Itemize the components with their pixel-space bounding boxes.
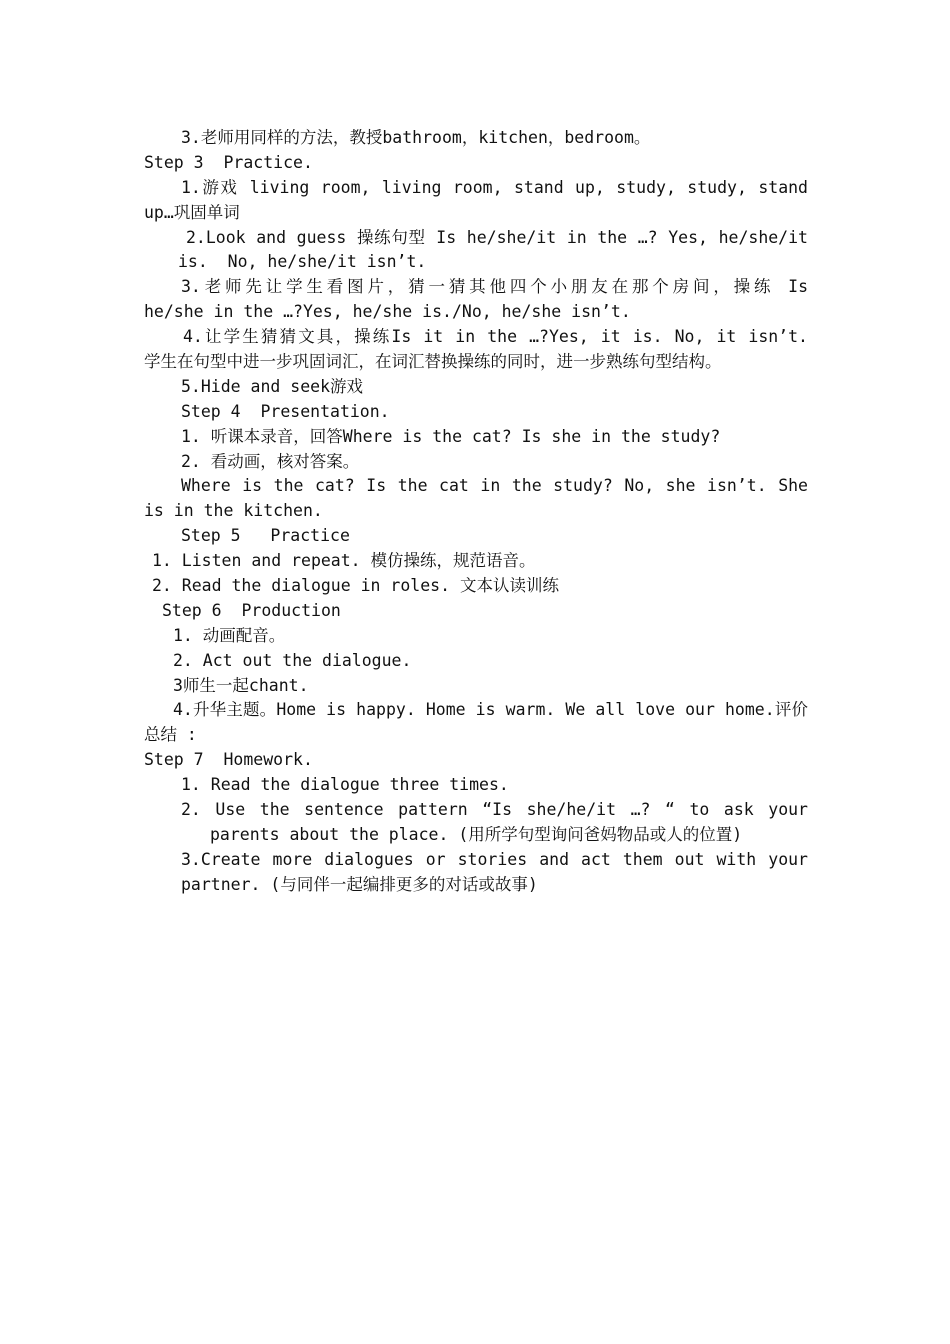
text-line: 2. Use the sentence pattern “Is she/he/it …? “ to ask your — [181, 800, 808, 820]
text-line: 4.升华主题。Home is happy. Home is warm. We all love our home.评价 — [173, 700, 808, 720]
step-heading: Step 5 Practice — [181, 526, 350, 546]
text-line: partner. (与同伴一起编排更多的对话或故事) — [181, 874, 538, 894]
text-line: 5.Hide and seek游戏 — [181, 376, 364, 396]
step-heading: Step 7 Homework. — [144, 750, 313, 770]
text-line: 1. 动画配音。 — [173, 625, 286, 645]
text-line: 3.老师用同样的方法，教授bathroom，kitchen，bedroom。 — [181, 128, 651, 147]
text-line: is in the kitchen. — [144, 501, 323, 521]
text-line: Where is the cat? Is the cat in the study? No, she isn’t. She — [181, 476, 808, 496]
text-line: he/she in the …?Yes, he/she is./No, he/she isn’t. — [144, 302, 631, 322]
text-line: 3师生一起chant. — [173, 675, 309, 695]
text-line: parents about the place. (用所学句型询问爸妈物品或人的位置) — [210, 824, 743, 844]
step-heading: Step 6 Production — [162, 600, 341, 620]
text-line: 1.游戏 living room, living room, stand up, study, study, stand — [181, 177, 808, 197]
text-line: 1. Listen and repeat. 模仿操练，规范语音。 — [152, 551, 536, 571]
text-line: 3.Create more dialogues or stories and act them out with your — [181, 849, 808, 869]
text-line: 1. Read the dialogue three times. — [181, 775, 509, 795]
step-heading: Step 3 Practice. — [144, 152, 313, 172]
lesson-plan-body — [144, 126, 808, 898]
step-heading: Step 4 Presentation. — [181, 401, 390, 421]
text-line: 学生在句型中进一步巩固词汇，在词汇替换操练的同时，进一步熟练句型结构。 — [144, 352, 722, 372]
text-line: 2. 看动画，核对答案。 — [181, 451, 360, 471]
text-line: is. No, he/she/it isn’t. — [178, 252, 427, 272]
text-line: up…巩固单词 — [144, 202, 240, 222]
text-line: 4.让学生猜猜文具，操练Is it in the …?Yes, it is. No, it isn’t. — [183, 327, 808, 347]
text-line: 总结 : — [144, 725, 197, 745]
text-line: 2. Read the dialogue in roles. 文本认读训练 — [152, 576, 559, 596]
text-line: 2.Look and guess 操练句型 Is he/she/it in the …? Yes, he/she/it — [186, 227, 808, 247]
text-line: 1. 听课本录音，回答Where is the cat? Is she in the study? — [181, 426, 721, 446]
text-line: 2. Act out the dialogue. — [173, 650, 412, 670]
text-line: 3.老师先让学生看图片，猜一猜其他四个小朋友在那个房间，操练 Is — [181, 277, 808, 297]
